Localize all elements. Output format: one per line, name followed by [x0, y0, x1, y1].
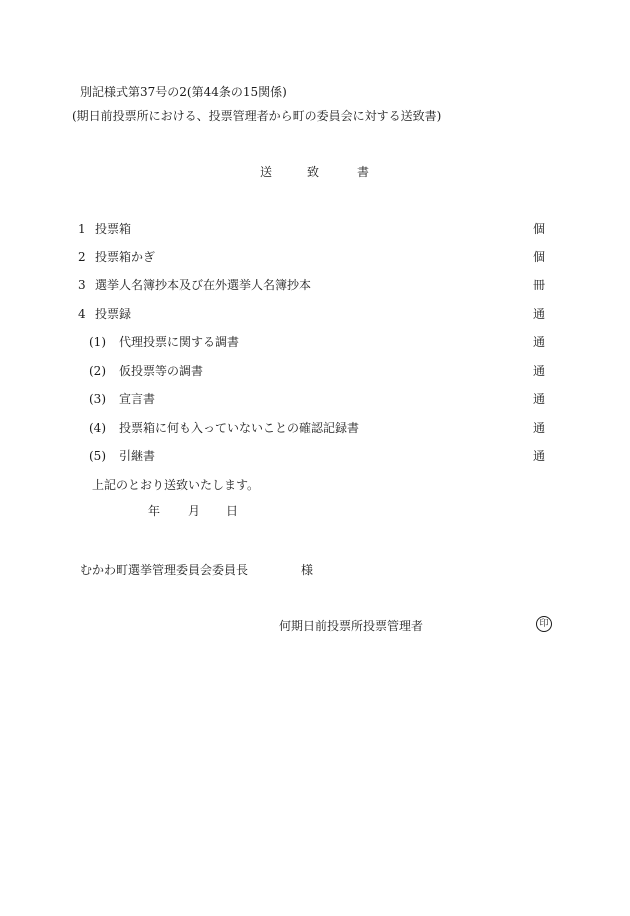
- item-number: 3: [78, 278, 86, 292]
- signer-title: 何期日前投票所投票管理者: [279, 619, 424, 633]
- addressee-honorific: 様: [301, 563, 314, 577]
- item-name: 投票箱かぎ: [95, 250, 156, 264]
- addressee-line: [80, 562, 313, 578]
- list-item: [0, 221, 630, 237]
- addressee-name: むかわ町選挙管理委員会委員長: [80, 563, 249, 577]
- seal-mark: 印: [536, 616, 552, 632]
- sub-item-number: (2): [89, 364, 106, 378]
- item-number: 4: [78, 307, 86, 321]
- sub-item-name: 仮投票等の調書: [119, 364, 204, 378]
- document-subtitle: (期日前投票所における、投票管理者から町の委員会に対する送致書): [72, 109, 442, 123]
- date-line: [148, 503, 238, 519]
- item-name: 投票箱: [95, 222, 132, 236]
- list-item: [0, 277, 630, 293]
- sub-list-item: [0, 363, 630, 379]
- date-year: 年: [148, 504, 161, 518]
- date-month: 月: [188, 504, 201, 518]
- item-unit: 個: [533, 222, 546, 236]
- sub-item-number: (5): [89, 449, 106, 463]
- item-unit: 個: [533, 250, 546, 264]
- item-number: 2: [78, 250, 86, 264]
- sub-item-unit: 通: [533, 392, 546, 406]
- title-char-1: 送: [260, 165, 273, 179]
- sub-item-number: (1): [89, 335, 106, 349]
- sub-item-name: 引継書: [119, 449, 156, 463]
- sub-item-number: (4): [89, 421, 106, 435]
- sub-list-item: [0, 420, 630, 436]
- item-unit: 冊: [533, 278, 546, 292]
- form-number: 別記様式第37号の2(第44条の15関係): [80, 85, 287, 99]
- title-char-3: 書: [357, 165, 370, 179]
- title-char-2: 致: [307, 165, 320, 179]
- list-item: [0, 306, 630, 322]
- document-title: [260, 164, 369, 180]
- sub-item-number: (3): [89, 392, 106, 406]
- sub-item-unit: 通: [533, 335, 546, 349]
- sub-item-name: 宣言書: [119, 392, 156, 406]
- list-item: [0, 249, 630, 265]
- item-unit: 通: [533, 307, 546, 321]
- item-name: 選挙人名簿抄本及び在外選挙人名簿抄本: [95, 278, 312, 292]
- item-number: 1: [78, 222, 86, 236]
- sub-item-unit: 通: [533, 421, 546, 435]
- sub-list-item: [0, 391, 630, 407]
- item-name: 投票録: [95, 307, 132, 321]
- sub-item-name: 代理投票に関する調書: [119, 335, 240, 349]
- statement-text: 上記のとおり送致いたします。: [92, 478, 260, 492]
- sub-item-unit: 通: [533, 364, 546, 378]
- date-day: 日: [226, 504, 239, 518]
- sub-list-item: [0, 334, 630, 350]
- sub-item-unit: 通: [533, 449, 546, 463]
- sub-item-name: 投票箱に何も入っていないことの確認記録書: [119, 421, 360, 435]
- sub-list-item: [0, 448, 630, 464]
